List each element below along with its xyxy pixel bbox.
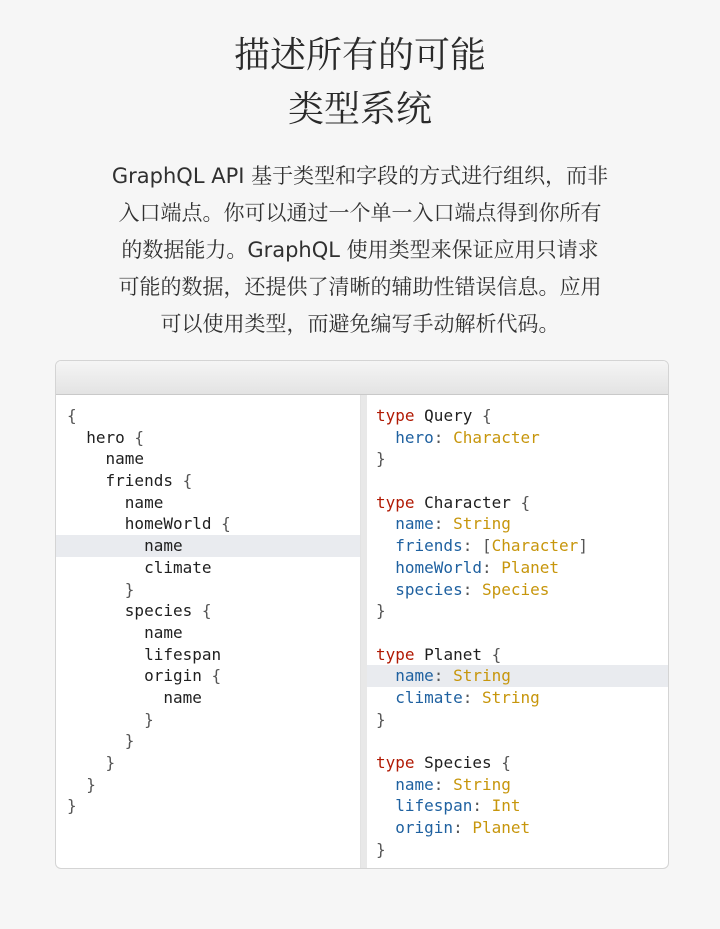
- schema-bracket: ]: [578, 536, 588, 556]
- query-field: name: [105, 449, 145, 469]
- schema-field-type: String: [453, 774, 511, 794]
- schema-line: [367, 579, 668, 601]
- schema-line: [367, 513, 668, 535]
- schema-line: [367, 557, 668, 579]
- query-brace: }: [124, 731, 135, 751]
- schema-keyword: type: [376, 492, 415, 512]
- page-subtitle: 类型系统: [287, 89, 432, 130]
- query-line: [56, 752, 360, 774]
- query-brace: {: [201, 666, 222, 686]
- query-field: species: [124, 601, 193, 621]
- schema-colon: :: [462, 579, 482, 599]
- schema-colon: :: [472, 796, 492, 816]
- query-line: [56, 579, 360, 601]
- schema-line: [367, 687, 668, 709]
- query-line: [56, 535, 360, 557]
- query-field: hero: [86, 427, 125, 447]
- query-line: [56, 470, 360, 492]
- schema-brace: }: [376, 601, 386, 621]
- schema-pane[interactable]: [367, 395, 668, 868]
- query-line: [56, 795, 360, 817]
- schema-colon: :: [433, 514, 454, 534]
- query-line: [56, 557, 360, 579]
- window-titlebar: [56, 361, 668, 395]
- query-line: [56, 665, 360, 687]
- page-title: 描述所有的可能: [233, 35, 486, 76]
- schema-field-type: String: [481, 687, 540, 707]
- schema-type-name: Planet: [424, 644, 482, 664]
- schema-line: [367, 730, 668, 752]
- query-line: [56, 405, 360, 427]
- query-line: [56, 774, 360, 796]
- code-window: [55, 360, 669, 869]
- schema-field-type: Species: [481, 579, 550, 599]
- schema-field-type: String: [453, 666, 511, 686]
- schema-brace: {: [491, 753, 511, 772]
- schema-line: [367, 535, 668, 557]
- query-line: [56, 492, 360, 514]
- schema-brace: }: [376, 449, 386, 469]
- query-field: homeWorld: [124, 514, 212, 534]
- query-field: origin: [144, 666, 202, 686]
- schema-brace: }: [376, 839, 386, 859]
- schema-field-name: species: [395, 579, 463, 599]
- query-brace: {: [124, 427, 145, 447]
- schema-keyword: type: [376, 753, 415, 772]
- schema-colon: :: [433, 427, 454, 447]
- description-line: 入口端点。你可以通过一个单一入口端点得到你所有: [118, 201, 602, 225]
- schema-colon: :: [433, 666, 454, 686]
- schema-field-name: homeWorld: [395, 557, 482, 577]
- query-brace: {: [211, 514, 231, 534]
- schema-field-name: lifespan: [395, 796, 473, 816]
- schema-field-type: Character: [453, 427, 540, 447]
- schema-field-name: climate: [395, 687, 463, 707]
- query-line: [56, 600, 360, 622]
- query-field: name: [144, 622, 183, 642]
- description-line: 可以使用类型，而避免编写手动解析代码。: [160, 312, 560, 336]
- query-pane[interactable]: [56, 395, 361, 868]
- query-brace: {: [67, 406, 77, 425]
- schema-colon: :: [462, 536, 482, 556]
- query-line: [56, 427, 360, 449]
- schema-colon: :: [481, 557, 502, 577]
- schema-line: [367, 774, 668, 796]
- query-field: friends: [105, 471, 173, 491]
- schema-field-name: friends: [395, 536, 463, 556]
- query-line: [56, 687, 360, 709]
- query-brace: {: [172, 471, 193, 491]
- description-line: 的数据能力。GraphQL 使用类型来保证应用只请求: [121, 238, 599, 262]
- schema-line: [367, 600, 668, 622]
- schema-line: [367, 427, 668, 449]
- schema-brace: {: [481, 644, 502, 664]
- query-line: [56, 448, 360, 470]
- schema-field-type: Planet: [501, 557, 560, 577]
- schema-type-name: Species: [424, 753, 492, 772]
- query-line: [56, 730, 360, 752]
- query-field: name: [124, 492, 164, 512]
- schema-line: [367, 752, 668, 774]
- schema-line: [367, 644, 668, 666]
- schema-line: [367, 622, 668, 644]
- schema-line: [367, 448, 668, 470]
- schema-keyword: type: [376, 644, 415, 664]
- schema-type-name: Character: [424, 492, 511, 512]
- query-line: [56, 644, 360, 666]
- schema-colon: :: [462, 687, 482, 707]
- query-brace: {: [192, 601, 212, 621]
- schema-brace: {: [510, 492, 531, 512]
- query-brace: }: [67, 796, 77, 816]
- schema-brace: {: [472, 406, 492, 425]
- schema-field-type: Character: [491, 536, 579, 556]
- query-line: [56, 622, 360, 644]
- query-brace: }: [144, 709, 154, 729]
- schema-field-type: Planet: [472, 818, 531, 838]
- schema-bracket: [: [481, 536, 492, 556]
- schema-line: [367, 492, 668, 514]
- description: [80, 158, 640, 343]
- schema-type-name: Query: [424, 406, 473, 425]
- description-line: GraphQL API 基于类型和字段的方式进行组织，而非: [111, 164, 609, 188]
- schema-line: [367, 795, 668, 817]
- schema-colon: :: [433, 774, 454, 794]
- schema-keyword: type: [376, 406, 415, 425]
- schema-field-type: Int: [491, 796, 521, 816]
- query-field: climate: [144, 557, 212, 577]
- schema-brace: }: [376, 709, 386, 729]
- description-line: 可能的数据，还提供了清晰的辅助性错误信息。应用: [118, 275, 602, 299]
- schema-field-type: String: [453, 514, 511, 534]
- query-brace: }: [124, 579, 135, 599]
- query-field: lifespan: [144, 644, 222, 664]
- query-field: name: [144, 536, 183, 556]
- schema-line: [367, 839, 668, 861]
- schema-colon: :: [453, 818, 473, 838]
- schema-field-name: name: [395, 666, 434, 686]
- query-code: [56, 405, 360, 817]
- schema-line: [367, 665, 668, 687]
- query-brace: }: [86, 774, 96, 794]
- schema-code: [367, 405, 668, 860]
- query-line: [56, 709, 360, 731]
- schema-field-name: origin: [395, 818, 454, 838]
- schema-line: [367, 405, 668, 427]
- query-line: [56, 513, 360, 535]
- schema-line: [367, 817, 668, 839]
- query-brace: }: [105, 753, 116, 772]
- schema-field-name: hero: [395, 427, 434, 447]
- schema-line: [367, 470, 668, 492]
- schema-field-name: name: [395, 514, 434, 534]
- schema-field-name: name: [395, 774, 434, 794]
- schema-line: [367, 709, 668, 731]
- query-field: name: [163, 687, 202, 707]
